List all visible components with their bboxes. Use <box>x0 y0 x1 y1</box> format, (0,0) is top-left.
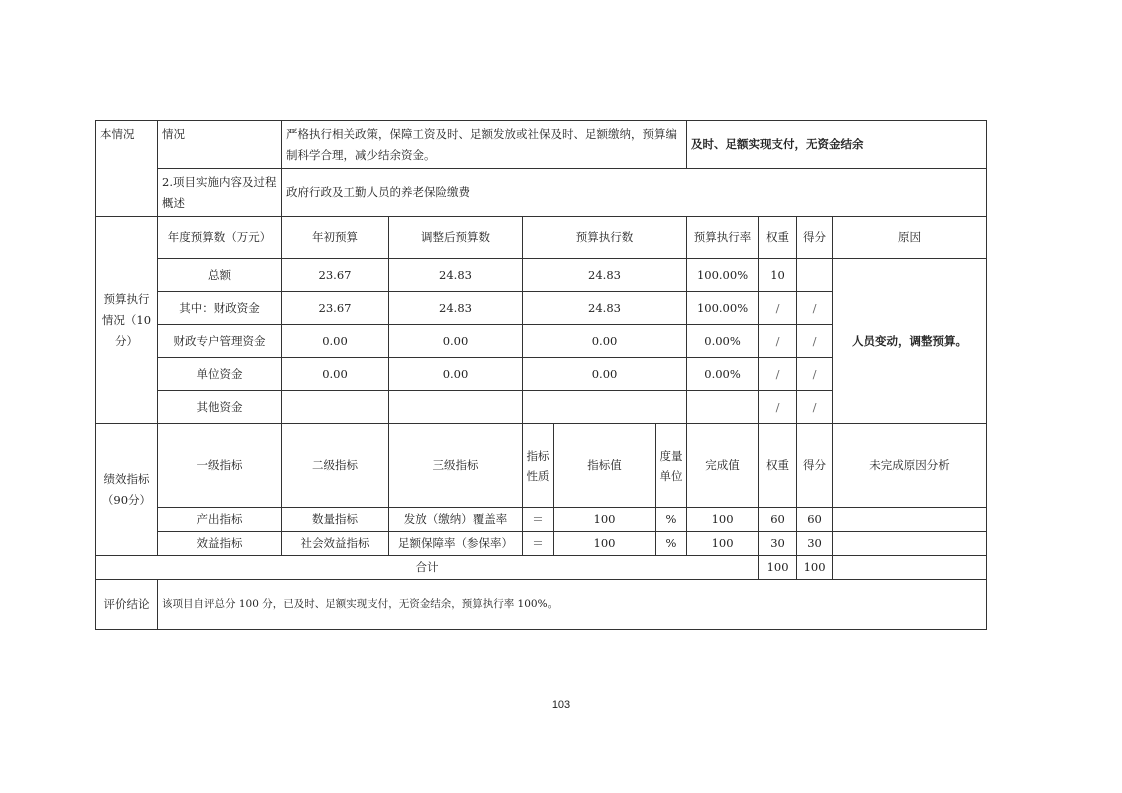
perf-row-done: 100 <box>687 508 759 532</box>
perf-row-score: 30 <box>797 532 833 556</box>
budget-section-label: 预算执行情况（10分） <box>96 217 158 424</box>
budget-row-initial: 23.67 <box>282 292 389 325</box>
budget-row-weight: / <box>759 391 797 424</box>
budget-header-weight: 权重 <box>759 217 797 259</box>
perf-header-value: 指标值 <box>554 424 656 508</box>
performance-table <box>95 120 987 630</box>
perf-row-level3: 足额保障率（参保率） <box>389 532 523 556</box>
perf-header-analysis: 未完成原因分析 <box>833 424 987 508</box>
budget-row-score: / <box>797 325 833 358</box>
budget-header-reason: 原因 <box>833 217 987 259</box>
total-blank <box>833 556 987 580</box>
budget-row-weight: / <box>759 358 797 391</box>
budget-row-adjusted: 0.00 <box>389 358 523 391</box>
conclusion-row <box>96 580 987 630</box>
budget-header-initial: 年初预算 <box>282 217 389 259</box>
budget-row-weight: / <box>759 325 797 358</box>
perf-row-unit: % <box>656 508 687 532</box>
perf-header-score: 得分 <box>797 424 833 508</box>
basic-row2-label: 2.项目实施内容及过程概述 <box>158 169 282 217</box>
basic-row1-text: 严格执行相关政策，保障工资及时、足额发放或社保及时、足额缴纳，预算编制科学合理，减少结余资金。 <box>282 121 687 169</box>
budget-row-name: 单位资金 <box>158 358 282 391</box>
total-row <box>96 556 987 580</box>
perf-row-level3: 发放（缴纳）覆盖率 <box>389 508 523 532</box>
perf-row-nature: ＝ <box>523 532 554 556</box>
perf-row-analysis <box>833 508 987 532</box>
page-number: 103 <box>551 699 571 711</box>
budget-row-executed: 0.00 <box>523 325 687 358</box>
basic-row2-text: 政府行政及工勤人员的养老保险缴费 <box>282 169 987 217</box>
perf-row <box>96 508 987 532</box>
budget-row-name: 财政专户管理资金 <box>158 325 282 358</box>
perf-row-score: 60 <box>797 508 833 532</box>
basic-section-label: 本情况 <box>96 121 158 217</box>
budget-row-rate: 0.00% <box>687 358 759 391</box>
perf-row <box>96 532 987 556</box>
total-weight: 100 <box>759 556 797 580</box>
perf-row-weight: 30 <box>759 532 797 556</box>
perf-row-done: 100 <box>687 532 759 556</box>
budget-header-annual: 年度预算数（万元） <box>158 217 282 259</box>
perf-header-unit: 度量单位 <box>656 424 687 508</box>
budget-row-rate: 0.00% <box>687 325 759 358</box>
perf-row-level1: 效益指标 <box>158 532 282 556</box>
perf-row-value: 100 <box>554 532 656 556</box>
budget-row-rate <box>687 391 759 424</box>
budget-row-rate: 100.00% <box>687 292 759 325</box>
budget-row-rate: 100.00% <box>687 259 759 292</box>
total-score: 100 <box>797 556 833 580</box>
conclusion-label: 评价结论 <box>96 580 158 630</box>
budget-row-adjusted: 24.83 <box>389 259 523 292</box>
budget-row-initial: 0.00 <box>282 358 389 391</box>
budget-row-name: 总额 <box>158 259 282 292</box>
perf-header-row <box>96 424 987 508</box>
budget-row-adjusted <box>389 391 523 424</box>
budget-row-score: / <box>797 358 833 391</box>
budget-header-score: 得分 <box>797 217 833 259</box>
budget-row-initial: 23.67 <box>282 259 389 292</box>
budget-row-score: / <box>797 391 833 424</box>
budget-header-executed: 预算执行数 <box>523 217 687 259</box>
basic-row-1 <box>96 121 987 169</box>
budget-header-row <box>96 217 987 259</box>
budget-row-score: / <box>797 292 833 325</box>
budget-row-name: 其他资金 <box>158 391 282 424</box>
budget-row-executed <box>523 391 687 424</box>
budget-row-executed: 0.00 <box>523 358 687 391</box>
budget-row-adjusted: 0.00 <box>389 325 523 358</box>
perf-row-value: 100 <box>554 508 656 532</box>
conclusion-text: 该项目自评总分 100 分，已及时、足额实现支付，无资金结余，预算执行率 100%。 <box>158 580 987 630</box>
perf-header-done: 完成值 <box>687 424 759 508</box>
basic-row1-result: 及时、足额实现支付，无资金结余 <box>687 121 987 169</box>
perf-row-level2: 数量指标 <box>282 508 389 532</box>
budget-row-executed: 24.83 <box>523 292 687 325</box>
perf-header-nature: 指标性质 <box>523 424 554 508</box>
total-label: 合计 <box>96 556 759 580</box>
budget-reason-text: 人员变动，调整预算。 <box>833 259 987 424</box>
budget-header-adjusted: 调整后预算数 <box>389 217 523 259</box>
budget-row-name: 其中：财政资金 <box>158 292 282 325</box>
basic-row-2 <box>96 169 987 217</box>
budget-row-weight: 10 <box>759 259 797 292</box>
budget-row-weight: / <box>759 292 797 325</box>
perf-header-level3: 三级指标 <box>389 424 523 508</box>
perf-row-unit: % <box>656 532 687 556</box>
budget-row-score <box>797 259 833 292</box>
perf-header-level1: 一级指标 <box>158 424 282 508</box>
perf-section-label: 绩效指标（90分） <box>96 424 158 556</box>
perf-row-analysis <box>833 532 987 556</box>
budget-row-executed: 24.83 <box>523 259 687 292</box>
budget-row <box>96 259 987 292</box>
budget-header-rate: 预算执行率 <box>687 217 759 259</box>
budget-row-initial: 0.00 <box>282 325 389 358</box>
perf-row-weight: 60 <box>759 508 797 532</box>
basic-row1-label: 情况 <box>158 121 282 169</box>
budget-row-initial <box>282 391 389 424</box>
perf-header-level2: 二级指标 <box>282 424 389 508</box>
perf-row-level1: 产出指标 <box>158 508 282 532</box>
perf-row-level2: 社会效益指标 <box>282 532 389 556</box>
perf-row-nature: ＝ <box>523 508 554 532</box>
budget-row-adjusted: 24.83 <box>389 292 523 325</box>
perf-header-weight: 权重 <box>759 424 797 508</box>
